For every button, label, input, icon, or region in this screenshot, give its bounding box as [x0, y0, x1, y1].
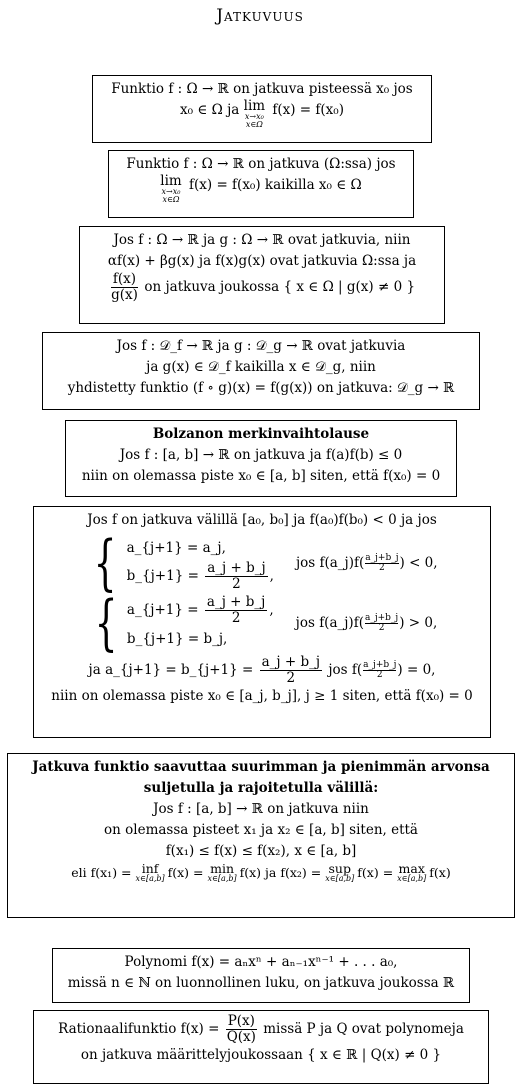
cond1-post: ) < 0,	[399, 554, 438, 571]
frac-denominator: g(x)	[111, 287, 138, 303]
limit-operator	[160, 175, 181, 204]
cond2-small-frac	[365, 614, 398, 633]
page-title: Jatkuvuus	[216, 6, 304, 26]
case-block-1	[38, 528, 486, 598]
theorem-rational-function	[33, 1010, 489, 1084]
line-c-post: ) = 0,	[397, 662, 436, 678]
line-c-pre: ja a_{j+1} = b_{j+1} =	[88, 662, 254, 678]
min-sub: x∈[a,b]	[207, 874, 237, 883]
box4-line1: Jos f : 𝒟_f → ℝ ja g : 𝒟_g → ℝ ovat jatkuvia	[116, 338, 406, 354]
cond2-pre: jos f(a_j)f(	[295, 614, 364, 631]
box4-line3: yhdistetty funktio (f ∘ g)(x) = f(g(x)) on jatkuva: 𝒟_g → ℝ	[67, 380, 455, 396]
l4-a: eli f(x₁) =	[71, 865, 132, 880]
max-label: max	[398, 861, 425, 876]
case1-b	[127, 561, 274, 592]
rational-fraction	[226, 1014, 257, 1045]
lim-sub1: x→x₀	[161, 187, 181, 196]
line-c-frac	[260, 655, 322, 686]
min-label: min	[210, 861, 234, 876]
condition-2	[296, 613, 438, 634]
box9-pre: Rationaalifunktio f(x) =	[58, 1021, 220, 1037]
limit-operator	[244, 100, 265, 129]
box2-line2	[113, 175, 409, 204]
cases-1	[127, 535, 274, 592]
sup-label: sup	[328, 861, 351, 876]
line-c-small-frac	[363, 661, 396, 680]
box6-line1: Jos f on jatkuva välillä [a₀, b₀] ja f(a₀)f(b₀) < 0 ja jos	[87, 512, 437, 528]
max-sub: x∈[a,b]	[397, 874, 427, 883]
box7-line4	[12, 862, 510, 883]
box3-line1: Jos f : Ω → ℝ ja g : Ω → ℝ ovat jatkuvia, niin	[113, 232, 411, 248]
lim-label: lim	[243, 98, 266, 114]
sup-sub: x∈[a,b]	[325, 874, 355, 883]
box5-heading: Bolzanon merkinvaihtolause	[152, 426, 370, 442]
l4-d: f(x) =	[357, 865, 394, 880]
definition-continuity-at-point	[92, 75, 432, 143]
box2-line1: Funktio f : Ω → ℝ on jatkuva (Ω:ssa) jos	[126, 156, 396, 172]
theorem-sum-product-quotient	[79, 226, 445, 324]
inf-operator	[136, 862, 165, 883]
box1-line2-a: x₀ ∈ Ω ja	[180, 102, 240, 118]
box7-heading1: Jatkuva funktio saavuttaa suurimman ja pienimmän arvonsa	[32, 759, 490, 775]
box7-heading2: suljetulla ja rajoitetulla välillä:	[143, 780, 379, 796]
box7-line1: Jos f : [a, b] → ℝ on jatkuva niin	[153, 801, 369, 817]
box6-line-c	[38, 655, 486, 686]
box3-line3-b: on jatkuva joukossa { x ∈ Ω | g(x) ≠ 0 }	[144, 279, 416, 295]
frac-numerator: a_j + b_j	[207, 559, 266, 576]
box7-line2: on olemassa pisteet x₁ ja x₂ ∈ [a, b] siten, että	[104, 822, 418, 838]
box5-line1: Jos f : [a, b] → ℝ on jatkuva ja f(a)f(b) ≤ 0	[119, 447, 403, 463]
case-block-2	[38, 588, 486, 658]
frac-denominator: 2	[286, 670, 296, 686]
theorem-polynomial	[52, 948, 470, 1003]
case1-b-tail: ,	[269, 567, 274, 584]
small-frac-denominator: 2	[378, 622, 385, 633]
min-operator	[208, 862, 237, 883]
frac-numerator: a_j + b_j	[206, 593, 266, 610]
box5-line2: niin on olemassa piste x₀ ∈ [a, b] siten, että f(x₀) = 0	[81, 468, 441, 484]
frac-denominator: Q(x)	[226, 1029, 256, 1045]
frac-numerator: P(x)	[227, 1013, 255, 1029]
small-frac-denominator: 2	[376, 670, 383, 680]
theorem-composition	[42, 332, 480, 410]
frac-numerator: a_j + b_j	[261, 654, 321, 670]
box4-line2: ja g(x) ∈ 𝒟_f kaikilla x ∈ 𝒟_g, niin	[146, 359, 376, 375]
cond2-post: ) > 0,	[399, 614, 438, 631]
lim-sub2: x∈Ω	[162, 195, 180, 204]
case2-a	[127, 595, 274, 626]
case2-a-tail: ,	[269, 601, 274, 618]
l4-b: f(x) =	[167, 865, 204, 880]
definition-continuity-on-set	[108, 150, 414, 218]
frac-denominator: 2	[232, 575, 241, 592]
theorem-bolzano	[65, 420, 457, 497]
box8-line2: missä n ∈ ℕ on luonnollinen luku, on jatkuva joukossa ℝ	[67, 975, 455, 991]
box3-line2: αf(x) + βg(x) ja f(x)g(x) ovat jatkuvia Ω:ssa ja	[107, 253, 417, 269]
small-frac-numerator: a_j+b_j	[364, 612, 399, 623]
case2-a-lhs: a_{j+1} =	[126, 601, 199, 618]
case1-b-frac	[205, 561, 267, 592]
left-brace: {	[94, 528, 117, 598]
small-frac-denominator: 2	[379, 562, 385, 573]
condition-1	[296, 553, 438, 574]
cond1-pre: jos f(a_j)f(	[295, 554, 365, 571]
sup-operator	[325, 862, 354, 883]
left-brace: {	[94, 588, 118, 658]
case1-b-lhs: b_{j+1} =	[126, 567, 199, 584]
max-operator	[397, 862, 426, 883]
frac-denominator: 2	[231, 609, 241, 626]
box1-line2	[97, 100, 427, 129]
l4-c: f(x) ja f(x₂) =	[239, 865, 322, 880]
line-c-mid: jos f(	[328, 662, 363, 678]
box1-line1: Funktio f : Ω → ℝ on jatkuva pisteessä x₀ jos	[111, 81, 413, 97]
box8-line1: Polynomi f(x) = aₙxⁿ + aₙ₋₁xⁿ⁻¹ + . . . a₀,	[124, 954, 398, 970]
box9-post: missä P ja Q ovat polynomeja	[263, 1021, 464, 1037]
lim-sub2: x∈Ω	[245, 120, 263, 129]
small-frac-numerator: a_j+b_j	[365, 552, 399, 563]
inf-label: inf	[141, 861, 159, 876]
lim-label: lim	[160, 173, 182, 189]
box1-line2-b: f(x) = f(x₀)	[272, 102, 344, 118]
box6-last: niin on olemassa piste x₀ ∈ [a_j, b_j], j ≥ 1 siten, että f(x₀) = 0	[51, 688, 473, 704]
box3-line3	[84, 272, 440, 303]
theorem-extreme-value	[7, 753, 515, 918]
case2-a-frac	[205, 595, 267, 626]
lim-sub1: x→x₀	[244, 112, 264, 121]
l4-e: f(x)	[429, 865, 451, 880]
case1-a: a_{j+1} = a_j,	[126, 539, 226, 556]
inf-sub: x∈[a,b]	[135, 874, 165, 883]
cases-2	[127, 595, 274, 652]
small-frac-numerator: a_j+b_j	[363, 660, 397, 670]
theorem-bisection	[33, 506, 491, 738]
box7-line3: f(x₁) ≤ f(x) ≤ f(x₂), x ∈ [a, b]	[165, 843, 357, 859]
case2-b: b_{j+1} = b_j,	[126, 630, 228, 647]
box9-line1	[38, 1014, 484, 1045]
frac-numerator: f(x)	[112, 271, 137, 287]
box2-line2-b: f(x) = f(x₀) kaikilla x₀ ∈ Ω	[189, 177, 362, 193]
quotient-fraction	[111, 272, 138, 303]
cond1-small-frac	[365, 554, 398, 573]
box9-line2: on jatkuva määrittelyjoukossaan { x ∈ ℝ | Q(x) ≠ 0 }	[80, 1047, 442, 1063]
